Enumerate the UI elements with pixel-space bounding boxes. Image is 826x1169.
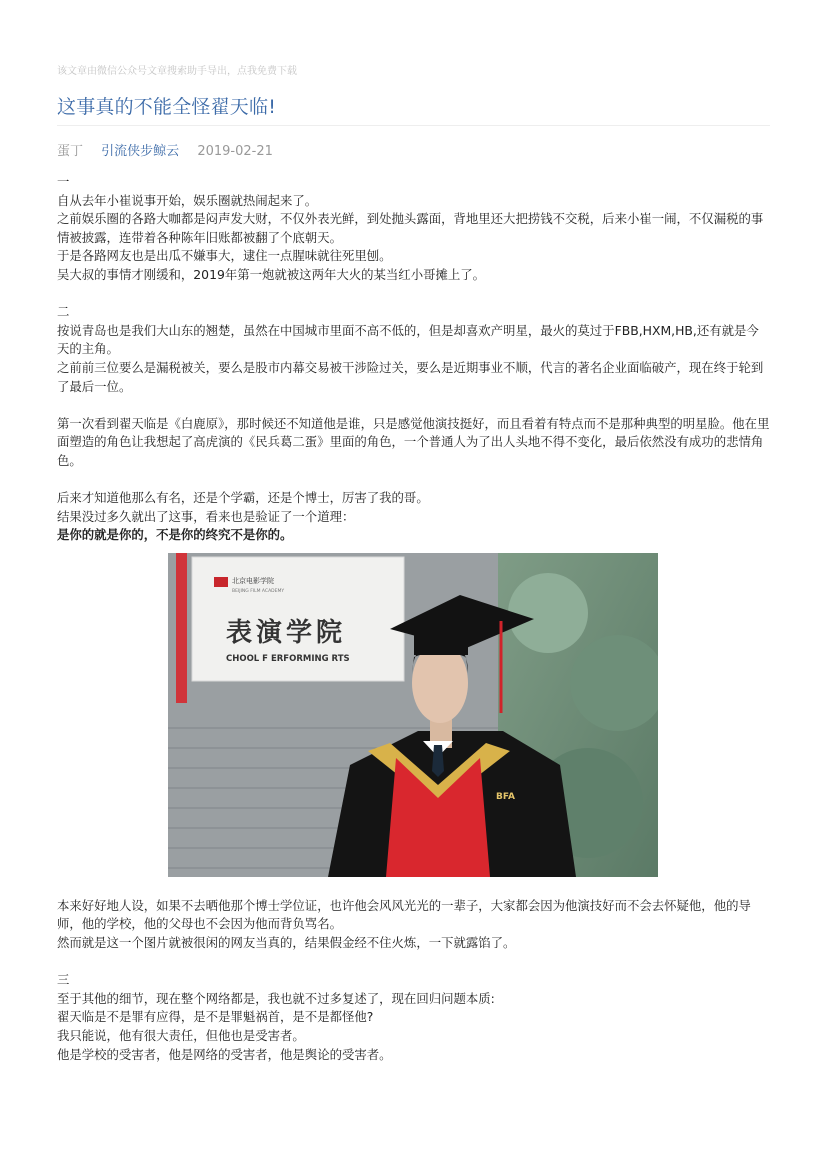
- paragraph: 之前娱乐圈的各路大咖都是闷声发大财，不仅外表光鲜，到处抛头露面，背地里还大把捞钱不交税，后来小崔一闹，不仅漏税的事情被披露，连带着各种陈年旧账都被翻了个底朝天。: [57, 211, 764, 245]
- red-pillar: [176, 553, 187, 703]
- bold-paragraph: 是你的就是你的，不是你的终究不是你的。: [57, 527, 293, 543]
- article-meta: [57, 140, 273, 159]
- sign-cn: 表演学院: [226, 617, 347, 648]
- paragraph: 按说青岛也是我们大山东的翘楚，虽然在中国城市里面不高不低的，但是却喜欢产明星，最火的莫过于FBB,HXM,HB,还有就是今天的主角。: [57, 322, 759, 357]
- spacer: [57, 396, 770, 415]
- paragraph: 翟天临是不是罪有应得，是不是罪魁祸首，是不是都怪他?: [57, 1009, 374, 1025]
- title-divider: [57, 125, 770, 126]
- school-logo-icon: [214, 577, 228, 587]
- logo-cn: 北京电影学院: [232, 576, 274, 585]
- paragraph: 之前前三位要么是漏税被关，要么是股市内幕交易被干涉险过关，要么是近期事业不顺，代言的著名企业面临破产，现在终于轮到了最后一位。: [57, 359, 764, 394]
- paragraph: 结果没过多久就出了这事，看来也是验证了一个道理：: [57, 508, 355, 524]
- gown-badge: BFA: [496, 791, 515, 802]
- spacer: [57, 471, 770, 490]
- section-heading: 一: [57, 174, 70, 189]
- paragraph: 我只能说，他有很大责任，但他也是受害者。: [57, 1028, 305, 1044]
- graduation-photo: [168, 553, 658, 877]
- section-heading: 三: [57, 972, 70, 988]
- paragraph: 于是各路网友也是出瓜不嫌事大，逮住一点腥味就往死里刨。: [57, 248, 392, 264]
- spacer: [57, 285, 770, 304]
- paragraph: 第一次看到翟天临是《白鹿原》，那时候还不知道他是谁，只是感觉他演技挺好，而且看着有特点而不是那种典型的明星脸。他在里面塑造的角色让我想起了高虎演的《民兵葛二蛋》里面的角色，一个普通人为了出人头地不得不变化，最后依然没有成功的悲情角色。: [57, 415, 770, 468]
- paragraph: 吴大叔的事情才刚缓和，2019年第一炮就被这两年大火的某当红小哥摊上了。: [57, 266, 486, 282]
- paragraph: 他是学校的受害者，他是网络的受害者，他是舆论的受害者。: [57, 1046, 392, 1062]
- paragraph: 本来好好地人设，如果不去晒他那个博士学位证，也许他会风风光光的一辈子，大家都会因为他演技好而不会去怀疑他，他的导师，他的学校，他的父母也不会因为他而背负骂名。: [57, 897, 751, 932]
- photo-container: [57, 553, 770, 893]
- spacer: [57, 953, 770, 972]
- publish-date: 2019-02-21: [197, 144, 273, 159]
- paragraph: 自从去年小崔说事开始，娱乐圈就热闹起来了。: [57, 192, 318, 208]
- paragraph: 至于其他的细节，现在整个网络都是，我也就不过多复述了，现在回归问题本质:: [57, 990, 495, 1006]
- export-notice-link[interactable]: 该文章由微信公众号文章搜索助手导出，点我免费下载: [57, 66, 297, 77]
- section-heading: 二: [57, 304, 70, 320]
- paragraph: 然而就是这一个图片就被很闲的网友当真的，结果假金经不住火炼，一下就露馅了。: [57, 935, 516, 951]
- logo-en: BEIJING FILM ACADEMY: [232, 588, 285, 594]
- account-link[interactable]: 引流侠步鲸云: [101, 144, 180, 159]
- author-name: 蛋丁: [57, 144, 84, 159]
- article-title: 这事真的不能全怪翟天临!: [57, 96, 277, 118]
- paragraph: 后来才知道他那么有名，还是个学霸，还是个博士，厉害了我的哥。: [57, 490, 429, 506]
- article-body: [57, 173, 770, 1064]
- sign-en: CHOOL F ERFORMING RTS: [226, 653, 350, 664]
